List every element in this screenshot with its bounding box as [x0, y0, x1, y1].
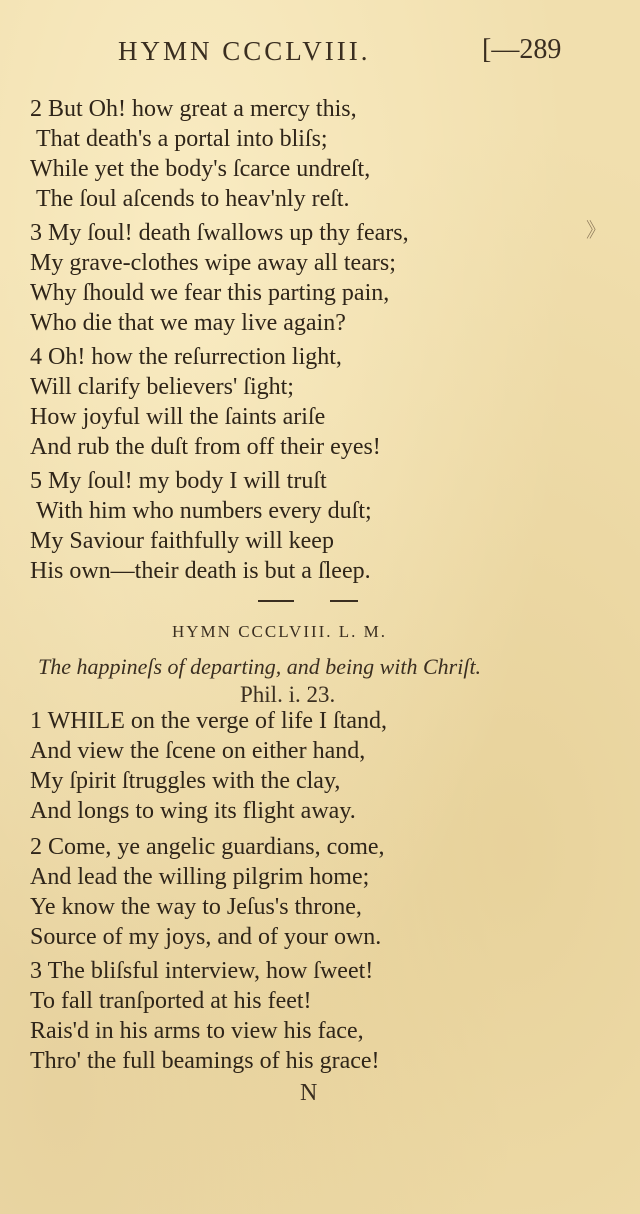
verse-line: To fall tranſported at his feet!: [30, 988, 312, 1014]
margin-mark: 》: [586, 220, 606, 242]
stanza-2-top: [30, 94, 620, 214]
stanza-1-bottom: [30, 706, 620, 826]
separator-rule-left: [258, 600, 294, 602]
stanza-2-bottom: [30, 832, 620, 952]
verse-line: Thro' the full beamings of his grace!: [30, 1048, 380, 1074]
verse-line: 1 WHILE on the verge of life I ſtand,: [30, 708, 387, 734]
verse-line: Source of my joys, and of your own.: [30, 924, 382, 950]
separator-rule-right: [330, 600, 358, 602]
verse-line: Who die that we may live again?: [30, 310, 346, 336]
signature-mark: N: [300, 1080, 318, 1106]
verse-line: My ſpirit ſtruggles with the clay,: [30, 768, 341, 794]
hymn-heading: HYMN CCCLVIII. L. M.: [172, 622, 388, 641]
verse-line: 2 But Oh! how great a mercy this,: [30, 96, 357, 122]
verse-line: 4 Oh! how the reſurrection light,: [30, 344, 342, 370]
verse-line: How joyful will the ſaints ariſe: [30, 404, 326, 430]
running-title: HYMN CCCLVIII.: [118, 36, 371, 66]
verse-line: My grave-clothes wipe away all tears;: [30, 250, 396, 276]
verse-line: That death's a portal into bliſs;: [36, 126, 328, 152]
verse-line: 3 My ſoul! death ſwallows up thy fears,: [30, 220, 409, 246]
verse-line: Rais'd in his arms to view his face,: [30, 1018, 364, 1044]
verse-line: 3 The bliſsful interview, how ſweet!: [30, 958, 374, 984]
running-head: [0, 34, 640, 74]
verse-line: With him who numbers every duſt;: [36, 498, 372, 524]
verse-line: And longs to wing its flight away.: [30, 798, 356, 824]
verse-line: And rub the duſt from off their eyes!: [30, 434, 381, 460]
verse-line: And view the ſcene on either hand,: [30, 738, 366, 764]
hymn-subtitle: The happineſs of departing, and being with Chriſt.: [38, 654, 482, 679]
verse-line: While yet the body's ſcarce undreſt,: [30, 156, 371, 182]
verse-line: 5 My ſoul! my body I will truſt: [30, 468, 327, 494]
verse-line: Why ſhould we fear this parting pain,: [30, 280, 390, 306]
verse-line: Will clarify believers' ſight;: [30, 374, 294, 400]
verse-line: His own—their death is but a ſleep.: [30, 558, 371, 584]
stanza-3-bottom: [30, 956, 620, 1076]
stanza-4-top: [30, 342, 620, 462]
verse-line: The ſoul aſcends to heav'nly reſt.: [36, 186, 350, 212]
scripture-reference: Phil. i. 23.: [240, 682, 336, 707]
stanza-5-top: [30, 466, 620, 586]
verse-line: And lead the willing pilgrim home;: [30, 864, 370, 890]
verse-line: My Saviour faithfully will keep: [30, 528, 334, 554]
stanza-3-top: [30, 218, 620, 338]
verse-line: Ye know the way to Jeſus's throne,: [30, 894, 362, 920]
page-number: [—289: [482, 34, 562, 65]
verse-line: 2 Come, ye angelic guardians, come,: [30, 834, 385, 860]
